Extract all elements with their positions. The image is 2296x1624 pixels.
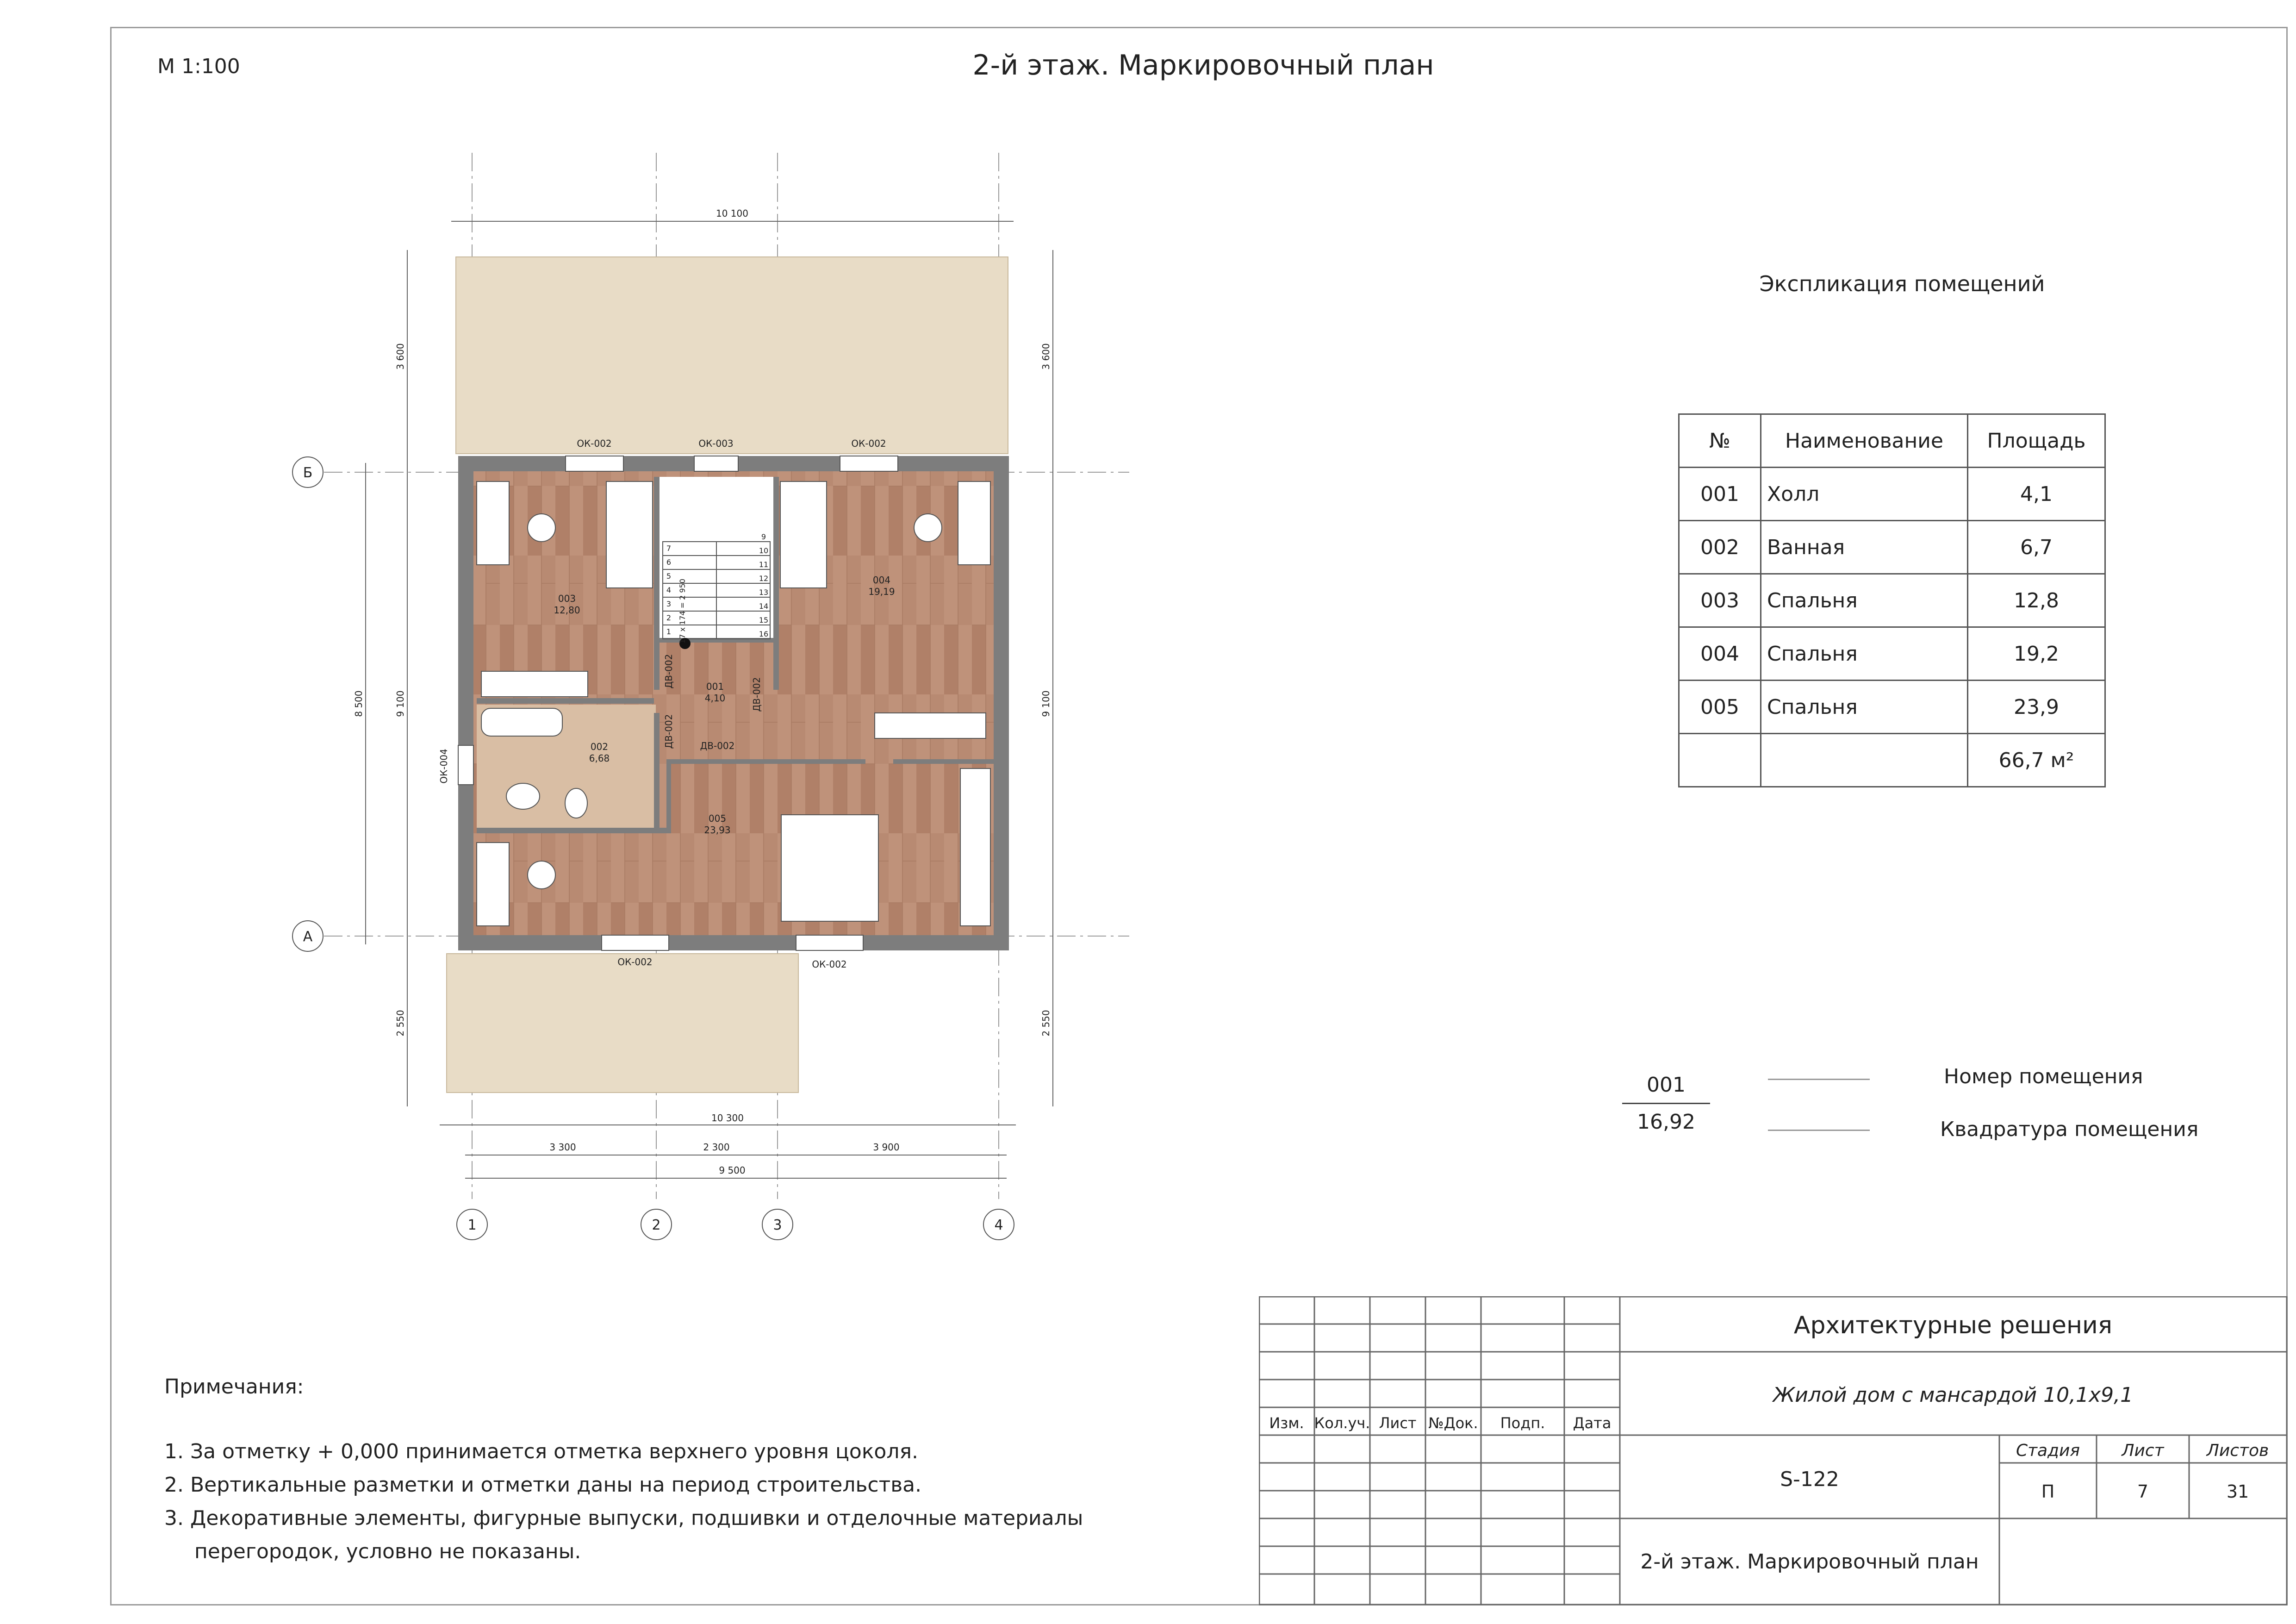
dim-text: 3 900 (873, 1142, 900, 1153)
cell-area: 23,9 (1968, 681, 2105, 734)
legend-number-label: Номер помещения (1944, 1065, 2143, 1088)
terrace-bottom (447, 954, 798, 1093)
dim-text: 9 100 (1040, 690, 1052, 717)
bed-icon (606, 481, 653, 588)
stamp-project: Жилой дом с мансардой 10,1х9,1 (1773, 1383, 2134, 1407)
room-area: 12,80 (554, 605, 580, 616)
note-item: перегородок, условно не показаны. (194, 1540, 581, 1563)
cell-total: 66,7 м² (1968, 734, 2105, 787)
dim-text: 2 300 (703, 1142, 730, 1153)
chair-icon (528, 861, 555, 889)
room-number: 001 (706, 681, 724, 692)
stair-step: 1 (666, 627, 672, 636)
cell-name: Спальня (1761, 681, 1968, 734)
scale-label: М 1:100 (157, 55, 240, 78)
cell-area: 12,8 (1968, 574, 2105, 627)
room-number: 004 (872, 575, 891, 586)
dim-text: 9 500 (719, 1165, 746, 1176)
axis-label: 1 (467, 1217, 477, 1233)
desk-icon (477, 481, 509, 565)
room-area: 6,68 (589, 753, 610, 764)
stamp-sheets: 31 (2226, 1481, 2249, 1502)
window-label: ОК-004 (438, 749, 449, 784)
cell-name: Холл (1761, 468, 1968, 521)
sink-icon (506, 783, 540, 809)
table-row (1679, 681, 2105, 734)
axis-label: 2 (652, 1217, 661, 1233)
stamp-sheet-label: Лист (2122, 1441, 2164, 1460)
window-label: ОК-002 (851, 438, 886, 449)
legend-leader (1768, 1130, 1870, 1131)
window-label: ОК-002 (577, 438, 612, 449)
table-row (1679, 627, 2105, 681)
stamp-header: Кол.уч. (1314, 1414, 1370, 1432)
toilet-icon (565, 788, 587, 818)
stair-step: 7 (666, 544, 672, 553)
stair-step: 4 (666, 586, 672, 594)
axis-label: А (303, 929, 313, 945)
axis-label: 3 (773, 1217, 782, 1233)
stair-step: 13 (759, 588, 769, 597)
table-row (1679, 521, 2105, 574)
explication-table (1678, 413, 2106, 787)
dim-text: 2 550 (395, 1010, 406, 1037)
note-item: 3. Декоративные элементы, фигурные выпуски, подшивки и отделочные материалы (164, 1506, 1083, 1530)
cell-number: 004 (1679, 627, 1761, 681)
cell-name: Спальня (1761, 627, 1968, 681)
room-number: 002 (590, 741, 609, 752)
stair-step: 16 (759, 630, 769, 638)
stair-step: 9 (761, 532, 766, 541)
stair-step: 2 (666, 613, 672, 622)
stair-step: 6 (666, 558, 672, 567)
dim-text: 8 500 (353, 690, 364, 717)
room-area: 4,10 (704, 693, 726, 704)
cell-number: 003 (1679, 574, 1761, 627)
wardrobe-icon (875, 713, 986, 738)
note-item: 1. За отметку + 0,000 принимается отметка верхнего уровня цоколя. (164, 1440, 918, 1463)
bathtub-icon (481, 708, 562, 736)
stair-note: 17 х 174 = 2 950 (678, 579, 687, 643)
col-name: Наименование (1761, 414, 1968, 468)
balcony-top (456, 257, 1008, 454)
axis-label: 4 (994, 1217, 1003, 1233)
axis-label: Б (303, 465, 313, 481)
cell-area: 19,2 (1968, 627, 2105, 681)
notes-title: Примечания: (164, 1375, 304, 1399)
title-block (1259, 1296, 2288, 1605)
table-header-row (1679, 414, 2105, 468)
table-row (1679, 468, 2105, 521)
wardrobe-icon (960, 768, 990, 926)
stamp-code: S-122 (1780, 1468, 1839, 1491)
chair-icon (914, 514, 942, 542)
legend-sample-area: 16,92 (1637, 1110, 1695, 1134)
room-number: 005 (708, 813, 727, 824)
dim-text: 3 600 (395, 343, 406, 370)
window-label: ОК-002 (617, 956, 653, 968)
cell-area: 6,7 (1968, 521, 2105, 574)
stair-step: 3 (666, 600, 672, 608)
stamp-section: Архитектурные решения (1793, 1312, 2113, 1339)
dim-text: 2 550 (1040, 1010, 1052, 1037)
cell-name: Ванная (1761, 521, 1968, 574)
sheet-title: 2-й этаж. Маркировочный план (972, 49, 1434, 81)
cell-number: 001 (1679, 468, 1761, 521)
dim-text: 10 100 (716, 208, 748, 219)
note-item: 2. Вертикальные разметки и отметки даны на период строительства. (164, 1473, 922, 1497)
stamp-stage: П (2041, 1481, 2055, 1502)
col-number: № (1679, 414, 1761, 468)
stamp-header: Подп. (1500, 1414, 1545, 1432)
cell-number: 005 (1679, 681, 1761, 734)
stamp-header: Изм. (1269, 1414, 1304, 1432)
chair-icon (528, 514, 555, 542)
dim-text: 3 300 (549, 1142, 576, 1153)
room-number: 003 (558, 593, 576, 604)
explication-title: Экспликация помещений (1759, 271, 2045, 296)
room-area: 23,93 (704, 824, 731, 836)
stamp-sheet: 7 (2137, 1481, 2149, 1502)
room-area: 19,19 (868, 586, 895, 597)
dim-text: 10 300 (711, 1112, 744, 1124)
legend-leader (1768, 1079, 1870, 1080)
stamp-stage-label: Стадия (2016, 1441, 2080, 1460)
floor-plan (0, 0, 1250, 1296)
stamp-header: Дата (1573, 1414, 1612, 1432)
desk-icon (958, 481, 990, 565)
cell-area: 4,1 (1968, 468, 2105, 521)
stamp-header: №Док. (1428, 1414, 1478, 1432)
table-total-row (1679, 734, 2105, 787)
legend-sample-number: 001 (1647, 1073, 1686, 1097)
window-label: ОК-003 (698, 438, 734, 449)
bed-icon (780, 481, 827, 588)
stair-step: 10 (759, 546, 769, 555)
cell-number: 002 (1679, 521, 1761, 574)
stamp-header: Лист (1379, 1414, 1417, 1432)
door-label: ДВ-002 (751, 677, 762, 712)
double-bed-icon (781, 815, 878, 921)
door-label: ДВ-002 (663, 714, 674, 749)
legend-area-label: Квадратура помещения (1940, 1118, 2199, 1141)
wardrobe-icon (481, 671, 588, 697)
table-row (1679, 574, 2105, 627)
col-area: Площадь (1968, 414, 2105, 468)
stair-step: 14 (759, 602, 769, 611)
door-label: ДВ-002 (700, 740, 735, 751)
stair-step: 15 (759, 616, 769, 625)
stair-step: 11 (759, 560, 769, 569)
dim-text: 3 600 (1040, 343, 1052, 370)
dim-text: 9 100 (395, 690, 406, 717)
stamp-sheets-label: Листов (2206, 1441, 2269, 1460)
stair-step: 5 (666, 572, 672, 581)
desk-icon (477, 843, 509, 926)
stamp-drawing-name: 2-й этаж. Маркировочный план (1640, 1550, 1979, 1574)
legend-divider (1622, 1103, 1710, 1104)
stair-step: 12 (759, 574, 769, 583)
cell-name: Спальня (1761, 574, 1968, 627)
door-label: ДВ-002 (663, 654, 674, 689)
window-label: ОК-002 (812, 959, 847, 970)
